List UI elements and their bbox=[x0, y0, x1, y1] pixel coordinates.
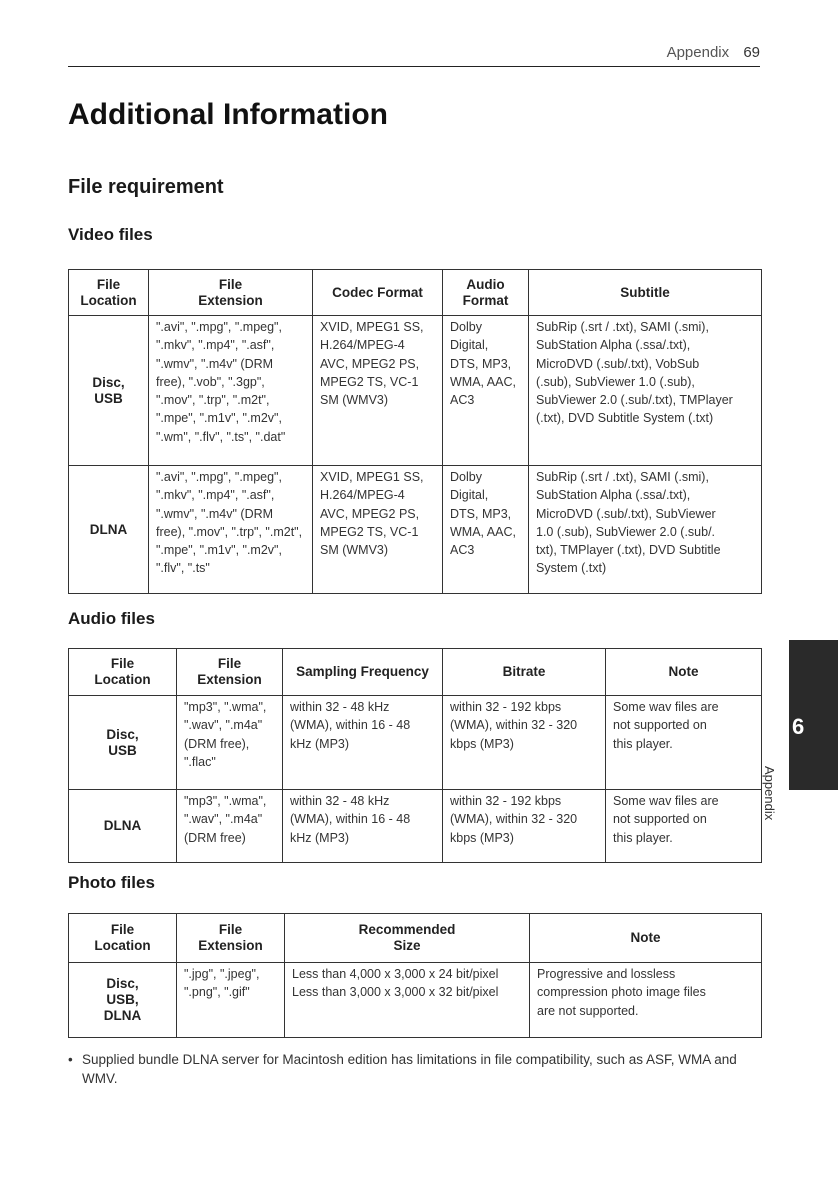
cell-line: DLNA bbox=[103, 818, 142, 833]
cell-line: within 32 - 48 kHz bbox=[290, 794, 390, 808]
cell-line: File bbox=[110, 922, 135, 937]
cell-line: (DRM free) bbox=[184, 830, 246, 845]
cell-line: SubRip (.srt / .txt), SAMI (.smi), bbox=[536, 320, 709, 334]
col-header bbox=[529, 270, 762, 316]
cell-line: SM (WMV3) bbox=[320, 543, 389, 558]
cell-line: Disc, bbox=[92, 374, 125, 390]
table-row bbox=[69, 696, 762, 790]
cell-line: ".mpe", ".m1v", ".m2v", bbox=[156, 411, 282, 426]
subtitle-formats bbox=[529, 466, 762, 594]
cell-line: this player. bbox=[613, 830, 673, 845]
audio-format bbox=[443, 316, 529, 466]
cell-line: Dolby bbox=[450, 320, 482, 334]
cell-line: SubRip (.srt / .txt), SAMI (.smi), bbox=[536, 470, 709, 484]
note bbox=[606, 790, 762, 863]
file-extension bbox=[149, 316, 313, 466]
col-header bbox=[69, 914, 177, 963]
cell-line: ".avi", ".mpg", ".mpeg", bbox=[156, 320, 282, 334]
cell-line: "mp3", ".wma", bbox=[184, 794, 267, 808]
col-header bbox=[69, 270, 149, 316]
cell-line: Some wav files are bbox=[613, 700, 719, 714]
table-row bbox=[69, 963, 762, 1038]
cell-line: Extension bbox=[198, 938, 263, 953]
cell-line: ".avi", ".mpg", ".mpeg", bbox=[156, 470, 282, 484]
cell-line: Location bbox=[94, 672, 151, 687]
cell-line: Disc, bbox=[106, 726, 139, 742]
cell-line: (DRM free), bbox=[184, 736, 250, 751]
photo-files-heading: Photo files bbox=[68, 873, 155, 892]
cell-line: kbps (MP3) bbox=[450, 736, 514, 751]
cell-line: ".wav", ".m4a" bbox=[184, 718, 263, 733]
sampling-frequency bbox=[283, 790, 443, 863]
cell-line: ".wav", ".m4a" bbox=[184, 812, 263, 827]
file-location bbox=[69, 466, 149, 594]
bitrate bbox=[443, 696, 606, 790]
cell-line: ".flv", ".ts" bbox=[156, 561, 210, 576]
col-header bbox=[530, 914, 762, 963]
cell-line: Size bbox=[393, 938, 421, 953]
cell-line: H.264/MPEG-4 bbox=[320, 488, 405, 503]
cell-line: WMA, AAC, bbox=[450, 524, 516, 539]
audio-format bbox=[443, 466, 529, 594]
cell-line: "mp3", ".wma", bbox=[184, 700, 267, 714]
cell-line: DTS, MP3, bbox=[450, 356, 512, 371]
codec-format bbox=[313, 466, 443, 594]
table-header-row bbox=[69, 270, 762, 316]
photo-files-table bbox=[68, 913, 762, 1038]
cell-line: SubStation Alpha (.ssa/.txt), bbox=[536, 338, 691, 353]
sampling-frequency bbox=[283, 696, 443, 790]
cell-line: ".wmv", ".m4v" (DRM bbox=[156, 356, 274, 371]
footnote bbox=[68, 1050, 758, 1088]
cell-line: Disc, bbox=[106, 976, 139, 991]
page-header bbox=[68, 44, 760, 67]
file-extension bbox=[177, 963, 285, 1038]
cell-line: SM (WMV3) bbox=[320, 393, 389, 408]
cell-line: File bbox=[218, 276, 243, 292]
cell-line: SubStation Alpha (.ssa/.txt), bbox=[536, 488, 691, 503]
cell-line: Dolby bbox=[450, 470, 482, 484]
cell-line: XVID, MPEG1 SS, bbox=[320, 470, 424, 484]
cell-line: File bbox=[96, 276, 121, 292]
cell-line: are not supported. bbox=[537, 1003, 639, 1018]
cell-line: MicroDVD (.sub/.txt), VobSub bbox=[536, 356, 700, 371]
codec-format bbox=[313, 316, 443, 466]
cell-line: (.sub), SubViewer 1.0 (.sub), bbox=[536, 374, 695, 389]
col-header bbox=[177, 649, 283, 696]
cell-line: Bitrate bbox=[502, 664, 546, 679]
cell-line: Extension bbox=[197, 672, 262, 687]
file-location bbox=[69, 316, 149, 466]
cell-line: System (.txt) bbox=[536, 561, 607, 576]
cell-line: (WMA), within 16 - 48 bbox=[290, 718, 411, 733]
cell-line: Some wav files are bbox=[613, 794, 719, 808]
col-header bbox=[285, 914, 530, 963]
cell-line: 1.0 (.sub), SubViewer 2.0 (.sub/. bbox=[536, 524, 716, 539]
file-location bbox=[69, 963, 177, 1038]
cell-line: ".wm", ".flv", ".ts", ".dat" bbox=[156, 429, 286, 444]
cell-line: (.txt), DVD Subtitle System (.txt) bbox=[536, 411, 714, 426]
col-header bbox=[606, 649, 762, 696]
cell-line: Location bbox=[94, 938, 151, 953]
cell-line: File bbox=[218, 922, 243, 937]
cell-line: Note bbox=[668, 664, 699, 679]
cell-line: within 32 - 192 kbps bbox=[450, 700, 562, 714]
cell-line: not supported on bbox=[613, 812, 707, 827]
col-header bbox=[443, 649, 606, 696]
table-header-row bbox=[69, 914, 762, 963]
note bbox=[530, 963, 762, 1038]
cell-line: DLNA bbox=[89, 521, 128, 537]
col-header bbox=[177, 914, 285, 963]
cell-line: compression photo image files bbox=[537, 985, 706, 1000]
table-row bbox=[69, 790, 762, 863]
file-requirement-heading: File requirement bbox=[68, 176, 224, 198]
cell-line: Less than 4,000 x 3,000 x 24 bit/pixel bbox=[292, 967, 499, 981]
cell-line: H.264/MPEG-4 bbox=[320, 338, 405, 353]
audio-files-heading: Audio files bbox=[68, 609, 155, 628]
cell-line: USB, bbox=[106, 992, 139, 1007]
video-files-heading: Video files bbox=[68, 225, 153, 244]
cell-line: Codec Format bbox=[332, 284, 423, 300]
cell-line: Note bbox=[630, 930, 661, 945]
table-header-row bbox=[69, 649, 762, 696]
cell-line: ".jpg", ".jpeg", bbox=[184, 967, 260, 981]
cell-line: USB bbox=[108, 742, 137, 758]
header-right bbox=[667, 44, 760, 61]
cell-line: XVID, MPEG1 SS, bbox=[320, 320, 424, 334]
page-number: 69 bbox=[743, 44, 760, 61]
cell-line: Subtitle bbox=[620, 284, 670, 300]
cell-line: Recommended bbox=[358, 922, 456, 937]
cell-line: ".png", ".gif" bbox=[184, 985, 250, 1000]
cell-line: ".mov", ".trp", ".m2t", bbox=[156, 393, 270, 408]
chapter-number: 6 bbox=[792, 714, 805, 739]
cell-line: DLNA bbox=[103, 1008, 142, 1023]
file-extension bbox=[177, 790, 283, 863]
col-header bbox=[313, 270, 443, 316]
cell-line: not supported on bbox=[613, 718, 707, 733]
cell-line: AC3 bbox=[450, 393, 475, 408]
cell-line: MPEG2 TS, VC-1 bbox=[320, 374, 419, 389]
cell-line: MicroDVD (.sub/.txt), SubViewer bbox=[536, 506, 716, 521]
file-location bbox=[69, 790, 177, 863]
file-location bbox=[69, 696, 177, 790]
video-files-table bbox=[68, 269, 762, 594]
recommended-size bbox=[285, 963, 530, 1038]
cell-line: Sampling Frequency bbox=[296, 664, 429, 679]
file-extension bbox=[177, 696, 283, 790]
cell-line: (WMA), within 16 - 48 bbox=[290, 812, 411, 827]
cell-line: kbps (MP3) bbox=[450, 830, 514, 845]
cell-line: ".mkv", ".mp4", ".asf", bbox=[156, 488, 275, 503]
cell-line: File bbox=[217, 656, 242, 671]
cell-line: within 32 - 48 kHz bbox=[290, 700, 390, 714]
cell-line: txt), TMPlayer (.txt), DVD Subtitle bbox=[536, 543, 721, 558]
cell-line: AVC, MPEG2 PS, bbox=[320, 356, 420, 371]
footnote-text: Supplied bundle DLNA server for Macintosh edition has limitations in file compatibility, such as ASF, WMA and WMV. bbox=[82, 1052, 737, 1086]
cell-line: this player. bbox=[613, 736, 673, 751]
cell-line: Progressive and lossless bbox=[537, 967, 676, 981]
cell-line: free), ".vob", ".3gp", bbox=[156, 374, 265, 389]
cell-line: Digital, bbox=[450, 338, 489, 353]
cell-line: free), ".mov", ".trp", ".m2t", bbox=[156, 524, 303, 539]
audio-files-table bbox=[68, 648, 762, 863]
col-header bbox=[69, 649, 177, 696]
cell-line: (WMA), within 32 - 320 bbox=[450, 718, 578, 733]
page-title: Additional Information bbox=[68, 98, 388, 131]
cell-line: (WMA), within 32 - 320 bbox=[450, 812, 578, 827]
cell-line: DTS, MP3, bbox=[450, 506, 512, 521]
cell-line: AVC, MPEG2 PS, bbox=[320, 506, 420, 521]
cell-line: SubViewer 2.0 (.sub/.txt), TMPlayer bbox=[536, 393, 733, 408]
cell-line: Less than 3,000 x 3,000 x 32 bit/pixel bbox=[292, 985, 499, 1000]
table-row bbox=[69, 316, 762, 466]
note bbox=[606, 696, 762, 790]
cell-line: Audio bbox=[466, 276, 505, 292]
cell-line: within 32 - 192 kbps bbox=[450, 794, 562, 808]
cell-line: ".mpe", ".m1v", ".m2v", bbox=[156, 543, 282, 558]
cell-line: Format bbox=[462, 292, 509, 308]
cell-line: WMA, AAC, bbox=[450, 374, 516, 389]
subtitle-formats bbox=[529, 316, 762, 466]
cell-line: ".mkv", ".mp4", ".asf", bbox=[156, 338, 275, 353]
cell-line: File bbox=[110, 656, 135, 671]
cell-line: Digital, bbox=[450, 488, 489, 503]
cell-line: Location bbox=[80, 292, 137, 308]
cell-line: Extension bbox=[198, 292, 263, 308]
section-name: Appendix bbox=[666, 44, 730, 61]
chapter-label: Appendix bbox=[762, 766, 777, 821]
cell-line: kHz (MP3) bbox=[290, 830, 350, 845]
bitrate bbox=[443, 790, 606, 863]
cell-line: ".flac" bbox=[184, 754, 216, 769]
cell-line: MPEG2 TS, VC-1 bbox=[320, 524, 419, 539]
col-header bbox=[283, 649, 443, 696]
cell-line: ".wmv", ".m4v" (DRM bbox=[156, 506, 274, 521]
table-row bbox=[69, 466, 762, 594]
cell-line: USB bbox=[94, 390, 123, 406]
col-header bbox=[443, 270, 529, 316]
cell-line: AC3 bbox=[450, 543, 475, 558]
file-extension bbox=[149, 466, 313, 594]
cell-line: kHz (MP3) bbox=[290, 736, 350, 751]
col-header bbox=[149, 270, 313, 316]
bullet-icon: • bbox=[68, 1052, 73, 1067]
